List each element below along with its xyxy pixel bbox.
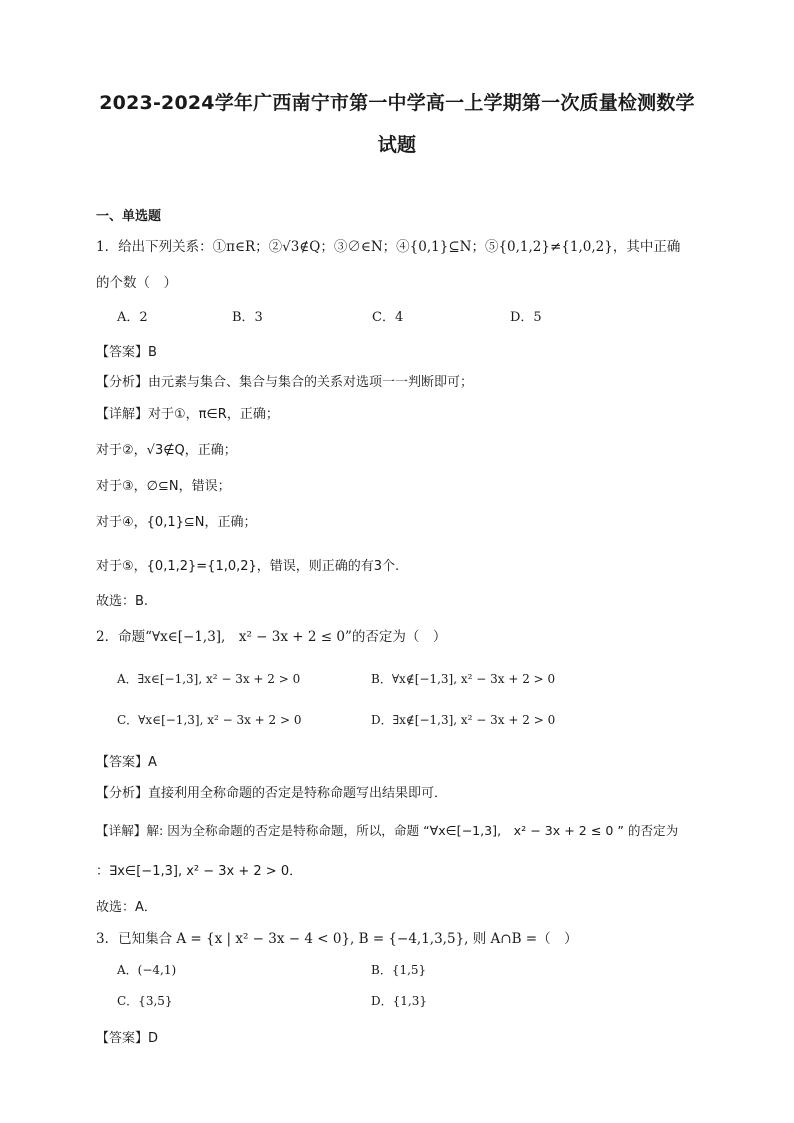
- q3-stem: 3．已知集合 A = {x | x² − 3x − 4 < 0}, B = {−4,1,3,5}, 则 A∩B =（ ）: [96, 931, 578, 947]
- section-heading: 一、单选题: [96, 209, 162, 224]
- q2-analysis: 【分析】直接利用全称命题的否定是特称命题写出结果即可．: [96, 786, 448, 801]
- q1-analysis: 【分析】由元素与集合、集合与集合的关系对选项一一判断即可；: [96, 375, 474, 390]
- q2-choose: 故选：A．: [96, 900, 157, 915]
- document-title-line-2: 试题: [377, 134, 417, 156]
- q1-detail-line-3: 对于③，∅⊆N，错误；: [96, 479, 231, 494]
- q2-stem: 2．命题“∀x∈[−1,3], x² − 3x + 2 ≤ 0”的否定为（ ）: [96, 629, 447, 645]
- q1-detail-line-1: 【详解】对于①，π∈R，正确；: [96, 407, 279, 422]
- q1-choose: 故选：B.: [96, 594, 149, 609]
- q3-option-a: A．(−4,1): [117, 963, 177, 977]
- q1-detail-line-4: 对于④，{0,1}⊆N，正确；: [96, 515, 257, 530]
- q1-detail-line-5: 对于⑤，{0,1,2}={1,0,2}，错误，则正确的有3个.: [96, 559, 400, 574]
- q1-option-a: A．2: [117, 310, 148, 325]
- q2-option-c: C．∀x∈[−1,3], x² − 3x + 2 > 0: [117, 713, 302, 727]
- q2-option-a: A．∃x∈[−1,3], x² − 3x + 2 > 0: [117, 672, 301, 686]
- q1-option-d: D．5: [510, 310, 542, 325]
- q2-option-b: B．∀x∉[−1,3], x² − 3x + 2 > 0: [371, 672, 556, 686]
- q2-detail-line-2: ：∃x∈[−1,3], x² − 3x + 2 > 0．: [96, 864, 303, 879]
- q1-option-b: B．3: [232, 310, 263, 325]
- q3-answer: 【答案】D: [96, 1031, 159, 1046]
- q1-answer: 【答案】B: [96, 345, 157, 360]
- q1-stem-line-2: 的个数（ ）: [96, 275, 177, 291]
- q3-option-b: B．{1,5}: [371, 963, 427, 977]
- q2-detail-line-1: 【详解】解: 因为全称命题的否定是特称命题，所以，命题 “∀x∈[−1,3], x² − 3x + 2 ≤ 0 ” 的否定为: [96, 823, 679, 838]
- q3-option-d: D．{1,3}: [371, 994, 427, 1008]
- q2-option-d: D．∃x∉[−1,3], x² − 3x + 2 > 0: [371, 713, 556, 727]
- q3-option-c: C．{3,5}: [117, 994, 173, 1008]
- q2-answer: 【答案】A: [96, 755, 157, 770]
- q1-stem-line-1: 1．给出下列关系：①π∈R；②√3∉Q；③∅∈N；④{0,1}⊆N；⑤{0,1,2}≠{1,0,2}，其中正确: [96, 239, 681, 255]
- q1-detail-line-2: 对于②，√3∉Q，正确；: [96, 443, 237, 458]
- document-title-line-1: 2023-2024学年广西南宁市第一中学高一上学期第一次质量检测数学: [99, 92, 695, 114]
- q1-option-c: C．4: [372, 310, 404, 325]
